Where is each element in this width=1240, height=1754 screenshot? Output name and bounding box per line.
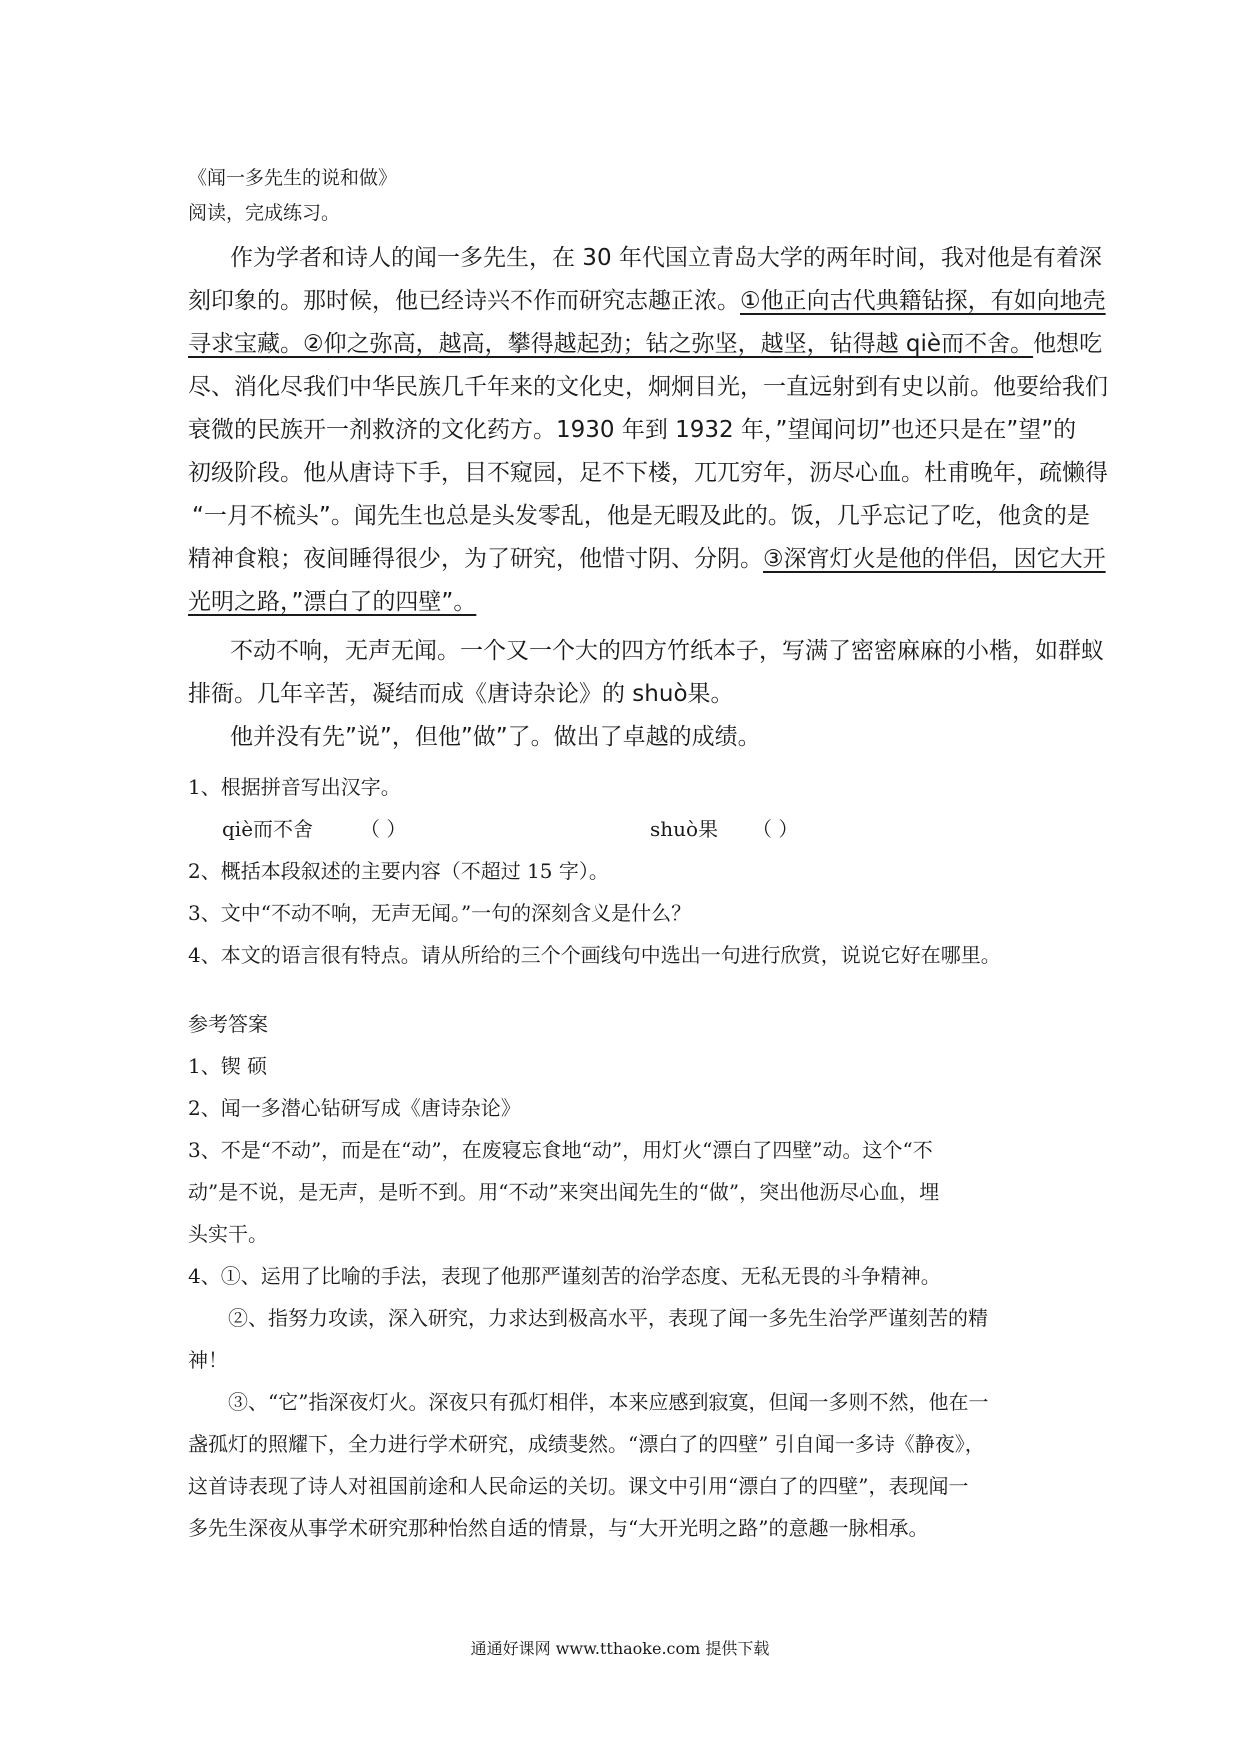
answer-2: 2、闻一多潜心钻研写成《唐诗杂论》 — [188, 1096, 521, 1120]
question-2: 2、概括本段叙述的主要内容（不超过 15 字）。 — [188, 859, 609, 883]
passage-line: 衰微的民族开一剂救济的文化药方。1930 年到 1932 年，”望闻问切”也还只是在”望”的 — [188, 417, 1077, 443]
question-1-item-b: shuò果 — [650, 817, 719, 841]
answers-heading: 参考答案 — [188, 1012, 268, 1036]
question-4: 4、本文的语言很有特点。请从所给的三个个画线句中选出一句进行欣赏，说说它好在哪里。 — [188, 943, 1001, 967]
passage-line: “一月不梳头”。闻先生也总是头发零乱，他是无暇及此的。饭，几乎忘记了吃，他贪的是 — [192, 503, 1090, 529]
passage-line: 作为学者和诗人的闻一多先生，在 30 年代国立青岛大学的两年时间，我对他是有着深 — [230, 245, 1102, 271]
question-1: 1、根据拼音写出汉字。 — [188, 775, 401, 799]
passage-line: 排衙。几年辛苦，凝结而成《唐诗杂论》的 shuò果。 — [188, 681, 734, 707]
passage-line: 初级阶段。他从唐诗下手，目不窥园，足不下楼，兀兀穷年，沥尽心血。杜甫晚年，疏懒得 — [188, 460, 1108, 486]
answer-4-line: 多先生深夜从事学术研究那种怡然自适的情景，与“大开光明之路”的意趣一脉相承。 — [188, 1516, 929, 1540]
answer-3-line: 3、不是“不动”，而是在“动”，在废寝忘食地“动”，用灯火“漂白了四壁”动。这个“不 — [188, 1138, 933, 1162]
answer-3-line: 头实干。 — [188, 1222, 268, 1246]
answer-1: 1、锲 硕 — [188, 1054, 268, 1078]
question-3: 3、文中“不动不响，无声无闻。”一句的深刻含义是什么？ — [188, 901, 692, 925]
underlined-sentence-2: 寻求宝藏。②仰之弥高，越高，攀得越起劲；钻之弥坚，越坚，钻得越 qiè而不舍。 — [188, 331, 1034, 357]
underlined-sentence-3: ③深宵灯火是他的伴侣，因它大开 — [763, 546, 1106, 572]
underlined-sentence-1: ①他正向古代典籍钻探，有如向地壳 — [740, 288, 1106, 314]
question-1-item-a: qiè而不舍 — [222, 817, 314, 841]
page-footer: 通通好课网 www.tthaoke.com 提供下载 — [470, 1639, 770, 1658]
answer-3-line: 动”是不说，是无声，是听不到。用“不动”来突出闻先生的“做”，突出他沥尽心血，埋 — [188, 1180, 940, 1204]
passage-line: 不动不响，无声无闻。一个又一个大的四方竹纸本子，写满了密密麻麻的小楷，如群蚁 — [230, 638, 1104, 664]
passage-line: 寻求宝藏。②仰之弥高，越高，攀得越起劲；钻之弥坚，越坚，钻得越 qiè而不舍。他想吃 — [188, 331, 1103, 357]
answer-blank: （ ） — [360, 817, 407, 841]
passage-line: 尽、消化尽我们中华民族几千年来的文化史，炯炯目光，一直远射到有史以前。他要给我们 — [188, 374, 1108, 400]
document-title: 《闻一多先生的说和做》 — [188, 167, 398, 189]
answer-blank: （ ） — [752, 817, 799, 841]
passage-line: 他并没有先”说”，但他”做”了。做出了卓越的成绩。 — [230, 724, 761, 750]
answer-4-line: 神！ — [188, 1348, 228, 1372]
answer-4-line: 盏孤灯的照耀下，全力进行学术研究，成绩斐然。“漂白了的四壁” 引自闻一多诗《静夜》， — [188, 1432, 985, 1456]
answer-4-line: ③、“它”指深夜灯火。深夜只有孤灯相伴，本来应感到寂寞，但闻一多则不然，他在一 — [228, 1390, 989, 1414]
underlined-sentence-3-cont: 光明之路，”漂白了的四壁”。 — [188, 589, 477, 615]
answer-4-line: 4、①、运用了比喻的手法，表现了他那严谨刻苦的治学态度、无私无畏的斗争精神。 — [188, 1264, 941, 1288]
passage-line: 精神食粮；夜间睡得很少，为了研究，他惜寸阴、分阴。③深宵灯火是他的伴侣，因它大开 — [188, 546, 1106, 572]
answer-4-line: ②、指努力攻读，深入研究，力求达到极高水平，表现了闻一多先生治学严谨刻苦的精 — [228, 1306, 988, 1330]
answer-4-line: 这首诗表现了诗人对祖国前途和人民命运的关切。课文中引用“漂白了的四壁”，表现闻一 — [188, 1474, 969, 1498]
passage-line: 刻印象的。那时候，他已经诗兴不作而研究志趣正浓。①他正向古代典籍钻探，有如向地壳 — [188, 288, 1106, 314]
passage-line — [188, 591, 476, 614]
instruction-text: 阅读，完成练习。 — [188, 202, 341, 224]
